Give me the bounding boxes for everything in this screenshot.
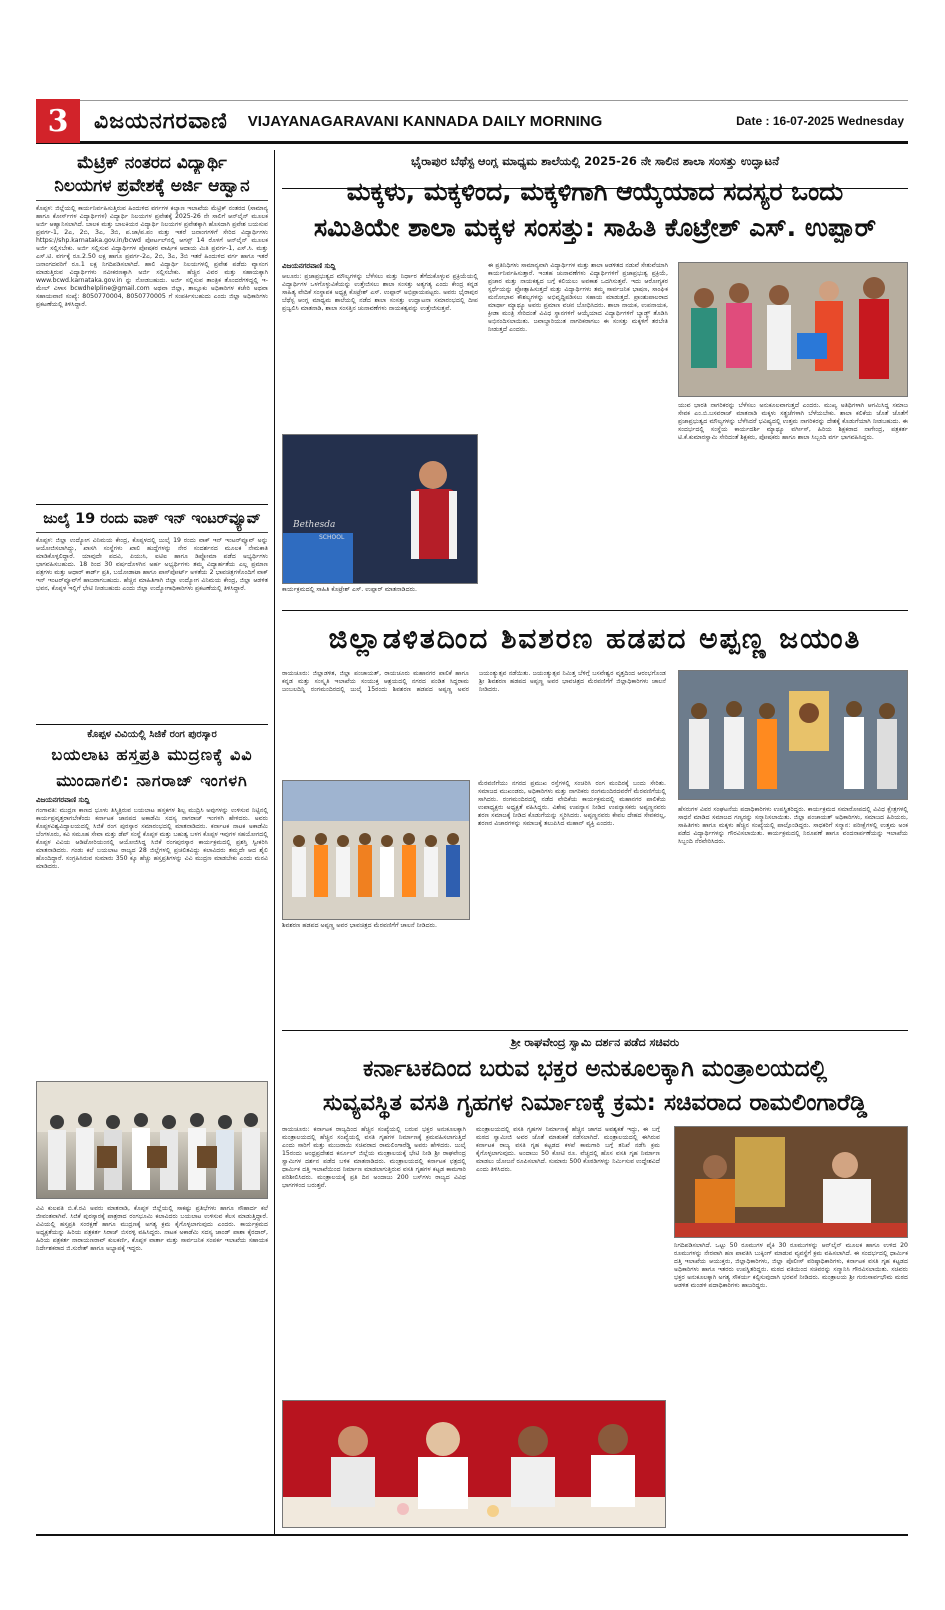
swamiji-blessing-icon bbox=[675, 1127, 908, 1238]
article-mantralaya bbox=[282, 1034, 908, 1532]
bayalata-award-photo bbox=[36, 1081, 268, 1199]
article-bayalata-headline-1: ಬಯಲಾಟ ಹಸ್ತಪ್ರತಿ ಮುದ್ರಣಕ್ಕೆ ವಿವಿ bbox=[51, 745, 253, 764]
article-hostel-headline-1: ಮೆಟ್ರಿಕ್ ನಂತರದ ವಿದ್ಯಾರ್ಥಿ bbox=[77, 153, 227, 173]
article-jayanti-headline: ಜಿಲ್ಲಾಡಳಿತದಿಂದ ಶಿವಶರಣ ಹಡಪದ ಅಪ್ಪಣ್ಣ ಜಯಂತಿ bbox=[328, 622, 862, 655]
minister-meeting-icon bbox=[283, 1401, 666, 1528]
article-mantralaya-kicker: ಶ್ರೀ ರಾಘವೇಂದ್ರ ಸ್ವಾಮಿ ದರ್ಶನ ಪಡೆದ ಸಚಿವರು bbox=[510, 1036, 680, 1049]
article-school-headline-1: ಮಕ್ಕಳು, ಮಕ್ಕಳಿಂದ, ಮಕ್ಕಳಿಗಾಗಿ ಆಯ್ಕೆಯಾದ ಸದಸ್ಯರ ಒಂದು bbox=[346, 177, 844, 206]
stage-portrait-icon bbox=[679, 671, 908, 800]
jayanti-stage-photo bbox=[678, 670, 908, 800]
school-badge-photo bbox=[678, 262, 908, 397]
article-hostel-headline-2: ನಿಲಯಗಳ ಪ್ರವೇಶಕ್ಕೆ ಅರ್ಜಿ ಆಹ್ವಾನ bbox=[36, 174, 268, 201]
svg-text:SCHOOL: SCHOOL bbox=[319, 534, 345, 541]
article-jayanti-body-2: ಮೆರವಣಿಗೆಯು ನಗರದ ಪ್ರಮುಖ ರಸ್ತೆಗಳಲ್ಲಿ ಸಂಚರಿಸಿ ರಂಗ ಮಂದಿರಕ್ಕೆ ಬಂದು ಸೇರಿತು. ಸಮಾಜದ ಮುಖಂಡರು, ಅಧಿಕಾರಿಗಳು ಮತ್ತು ನಾಗರಿಕರು ರಂಗಮಂದಿರದವರೆಗೆ ಮೆರವಣಿಗೆಯಲ್ಲಿ ಸಾಗಿದರು. ರಂಗಮಂದಿರದಲ್ಲಿ ನಡೆದ ವೇದಿಕೆಯ ಕಾರ್ಯಕ್ರಮದಲ್ಲಿ ಮಹಾನಗರ ಪಾಲಿಕೆಯ ಉಪಾಧ್ಯಕ್ಷರು ಅಧ್ಯಕ್ಷತೆ ವಹಿಸಿದ್ದರು. ವಿಶೇಷ ಉಪನ್ಯಾಸ ನೀಡಿದ ಉಪನ್ಯಾಸಕರು ಅಪ್ಪಣ್ಣನವರು ಶರಣ ಸಮಾಜಕ್ಕೆ ನೀಡಿದ ಕೊಡುಗೆಯನ್ನು ಸ್ಮರಿಸಿದರು. ಅಪ್ಪಣ್ಣನವರು ಕೇವಲ ದೇಹದ ಸೇವಕರಲ್ಲ, ಶರಣರ ವಿಚಾರಗಳನ್ನು ಸಮಾಜಕ್ಕೆ ತಲುಪಿಸಿದ ಮಹಾನ್ ವ್ಯಕ್ತಿ ಎಂದರು. bbox=[478, 780, 666, 827]
article-appanna-jayanti bbox=[282, 614, 908, 1028]
article-mantralaya-body-3: ನಿಗದಿಪಡಿಸಲಾಗಿದೆ. ಒಟ್ಟು 50 ರೂಮುಗಳ ಪೈಕಿ 30 ರೂಮುಗಳನ್ನು ಆನ್‌ಲೈನ್ ಮೂಲಕ ಹಾಗೂ ಉಳಿದ 20 ರೂಮುಗಳನ್ನು ನೇರವಾಗಿ ಹಣ ಪಾವತಿಸಿ ಬುಕ್ಕಿಂಗ್ ಮಾಡುವ ವ್ಯವಸ್ಥೆಗೆ ಕ್ರಮ ವಹಿಸಲಾಗಿದೆ. ಈ ಸಂದರ್ಭದಲ್ಲಿ ಧಾರ್ಮಿಕ ದತ್ತಿ ಇಲಾಖೆಯ ಆಯುಕ್ತರು, ಜಿಲ್ಲಾಧಿಕಾರಿಗಳು, ಜಿಲ್ಲಾ ಪೊಲೀಸ್ ವರಿಷ್ಠಾಧಿಕಾರಿಗಳು, ಕರ್ನಾಟಕ ವಸತಿ ಗೃಹ ಕಟ್ಟಡದ ಅಧಿಕಾರಿಗಳು ಹಾಗೂ ಇತರರು ಉಪಸ್ಥಿತರಿದ್ದರು. ಮಠದ ವತಿಯಿಂದ ಸಚಿವರನ್ನು ಸನ್ಮಾನಿಸಿ ಗೌರವಿಸಲಾಯಿತು. ಸಚಿವರು ಭಕ್ತರ ಅನುಕೂಲಕ್ಕಾಗಿ ಅಗತ್ಯ ಸೌಕರ್ಯ ಕಲ್ಪಿಸುವುದಾಗಿ ಭರವಸೆ ನೀಡಿದರು. ಮಂತ್ರಾಲಯ ಶ್ರೀ ಗುರುಸಾರ್ವಭೌಮ ಮಠದ ಆಡಳಿತ ಮಂಡಳಿ ಪದಾಧಿಕಾರಿಗಳು ಹಾಜರಿದ್ದರು. bbox=[674, 1242, 908, 1289]
masthead bbox=[36, 100, 908, 144]
masthead-title-kannada: ವಿಜಯನಗರವಾಣಿ bbox=[94, 108, 228, 134]
article-walk-in-interview bbox=[36, 508, 268, 720]
article-mantralaya-headline-1: ಕರ್ನಾಟಕದಿಂದ ಬರುವ ಭಕ್ತರ ಅನುಕೂಲಕ್ಕಾಗಿ ಮಂತ್ರಾಲಯದಲ್ಲಿ bbox=[362, 1056, 828, 1082]
procession-crowd-icon bbox=[283, 781, 470, 920]
jayanti-procession-photo bbox=[282, 780, 470, 920]
newspaper-page bbox=[36, 0, 908, 1610]
article-jayanti-body-3: ಹೆಸರುಗಳ ವಿವರ ಸಂಘಟನೆಯ ಪದಾಧಿಕಾರಿಗಳು ಉಪಸ್ಥಿತರಿದ್ದರು. ಕಾರ್ಯಕ್ರಮದ ಸಮಾರೋಪದಲ್ಲಿ ವಿವಿಧ ಕ್ಷೇತ್ರಗಳಲ್ಲಿ ಸಾಧನೆ ಮಾಡಿದ ಸಮಾಜದ ಗಣ್ಯರನ್ನು ಸನ್ಮಾನಿಸಲಾಯಿತು. ಜಿಲ್ಲಾ ಪಂಚಾಯತ್ ಅಧಿಕಾರಿಗಳು, ಸಮಾಜದ ಹಿರಿಯರು, ಸಾಹಿತಿಗಳು ಹಾಗೂ ಮಕ್ಕಳು ಹೆಚ್ಚಿನ ಸಂಖ್ಯೆಯಲ್ಲಿ ಪಾಲ್ಗೊಂಡಿದ್ದರು. ಸಾಧಕರಿಗೆ ಸನ್ಮಾನ: ಪರೀಕ್ಷೆಗಳಲ್ಲಿ ಉತ್ತಮ ಅಂಕ ಪಡೆದ ವಿದ್ಯಾರ್ಥಿಗಳನ್ನು ಗೌರವಿಸಲಾಯಿತು. ಕಾರ್ಯಕ್ರಮದಲ್ಲಿ ನಿರೂಪಣೆ ಹಾಗೂ ವಂದನಾರ್ಪಣೆಯನ್ನು ಇಲಾಖೆಯ ಸಿಬ್ಬಂದಿ ನೆರವೇರಿಸಿದರು. bbox=[678, 806, 908, 845]
article-school-parliament bbox=[282, 152, 908, 608]
article-mantralaya-body-2: ಮಂತ್ರಾಲಯದಲ್ಲಿ ವಸತಿ ಗೃಹಗಳ ನಿರ್ಮಾಣಕ್ಕೆ ಹೆಚ್ಚಿನ ಜಾಗದ ಅವಶ್ಯಕತೆ ಇದ್ದು, ಈ ಬಗ್ಗೆ ಮಠದ ಸ್ವಾಮೀಜಿ ಅವರ ಜೊತೆ ಮಾತುಕತೆ ನಡೆಸಲಾಗಿದೆ. ಮಂತ್ರಾಲಯದಲ್ಲಿ ಈಗಿರುವ ಕರ್ನಾಟಕ ರಾಜ್ಯ ವಸತಿ ಗೃಹ ಕಟ್ಟಡದ ಕಳಪೆ ಕಾಮಗಾರಿ ಬಗ್ಗೆ ತನಿಖೆ ನಡೆಸಿ ಕ್ರಮ ಕೈಗೊಳ್ಳಲಾಗುವುದು. ಅಂದಾಜು 50 ಕೋಟಿ ರೂ. ವೆಚ್ಚದಲ್ಲಿ ಹೊಸ ವಸತಿ ಗೃಹ ನಿರ್ಮಾಣ ಮಾಡಲು ಯೋಜನೆ ರೂಪಿಸಲಾಗಿದೆ. ಸುಮಾರು 500 ಕೊಠಡಿಗಳನ್ನು ನಿರ್ಮಿಸುವ ಉದ್ದೇಶವಿದೆ ಎಂದು ತಿಳಿಸಿದರು. bbox=[476, 1126, 660, 1173]
article-mantralaya-body-1: ರಾಯಚೂರು: ಕರ್ನಾಟಕ ರಾಜ್ಯದಿಂದ ಹೆಚ್ಚಿನ ಸಂಖ್ಯೆಯಲ್ಲಿ ಬರುವ ಭಕ್ತರ ಅನುಕೂಲಕ್ಕಾಗಿ ಮಂತ್ರಾಲಯದಲ್ಲಿ ಹೆಚ್ಚಿನ ಸಂಖ್ಯೆಯಲ್ಲಿ ವಸತಿ ಗೃಹಗಳ ನಿರ್ಮಾಣಕ್ಕೆ ಕ್ರಮವಹಿಸಲಾಗುತ್ತಿದೆ ಎಂದು ಸಾರಿಗೆ ಮತ್ತು ಮುಜರಾಯಿ ಸಚಿವರಾದ ರಾಮಲಿಂಗಾರೆಡ್ಡಿ ಅವರು ಹೇಳಿದರು. ಜುಲೈ 15ರಂದು ಆಂಧ್ರಪ್ರದೇಶದ ಕರ್ನೂಲ್ ಜಿಲ್ಲೆಯ ಮಂತ್ರಾಲಯಕ್ಕೆ ಭೇಟಿ ನೀಡಿ ಶ್ರೀ ರಾಘವೇಂದ್ರ ಸ್ವಾಮಿಗಳ ದರ್ಶನ ಪಡೆದ ಬಳಿಕ ಮಾತನಾಡಿದರು. ಮಂತ್ರಾಲಯದಲ್ಲಿ ಕರ್ನಾಟಕ ಛತ್ರದಲ್ಲಿ ಧಾರ್ಮಿಕ ದತ್ತಿ ಇಲಾಖೆಯಿಂದ ನಿರ್ಮಾಣ ಮಾಡಲಾಗುತ್ತಿರುವ ವಸತಿ ಗೃಹಗಳ ಕಟ್ಟಡ ಕಾಮಗಾರಿ ಪರಿಶೀಲಿಸಿದರು. ಮಂತ್ರಾಲಯಕ್ಕೆ ಪ್ರತಿ ದಿನ ಅಂದಾಜು 200 ಬಸ್‌ಗಳು ರಾಜ್ಯದ ವಿವಿಧ ಭಾಗಗಳಿಂದ ಬರುತ್ತವೆ. bbox=[282, 1126, 466, 1189]
article-bayalata-headline-2: ಮುಂದಾಗಲಿ: ನಾಗರಾಜ್ ಇಂಗಳಗಿ bbox=[56, 771, 248, 790]
page-number: 3 bbox=[36, 99, 80, 143]
article-jayanti-body-1: ರಾಯಚೂರು: ಜಿಲ್ಲಾಡಳಿತ, ಜಿಲ್ಲಾ ಪಂಚಾಯತ್, ರಾಯಚೂರು ಮಹಾನಗರ ಪಾಲಿಕೆ ಹಾಗೂ ಕನ್ನಡ ಮತ್ತು ಸಂಸ್ಕೃತಿ ಇಲಾಖೆಯ ಸಂಯುಕ್ತ ಆಶ್ರಯದಲ್ಲಿ ನಗರದ ಪಂಡಿತ ಸಿದ್ಧರಾಮ ಜಂಬಲದಿನ್ನಿ ರಂಗಮಂದಿರದಲ್ಲಿ ಜುಲೈ 15ರಂದು ಶಿವಶರಣ ಹಡಪದ ಅಪ್ಪಣ್ಣ ಅವರ ಜಯಂತ್ಯುತ್ಸವ ನಡೆಯಿತು. ಜಯಂತ್ಯುತ್ಸವ ನಿಮಿತ್ತ ಬೆಳಿಗ್ಗೆ ಬಸವೇಶ್ವರ ವೃತ್ತದಿಂದ ಆರಂಭಗೊಂಡ ಶ್ರೀ ಶಿವಶರಣ ಹಡಪದ ಅಪ್ಪಣ್ಣ ಅವರ ಭಾವಚಿತ್ರದ ಮೆರವಣಿಗೆಗೆ ಜಿಲ್ಲಾಧಿಕಾರಿಗಳು ಚಾಲನೆ ನೀಡಿದರು. bbox=[282, 670, 666, 693]
article-interview-body: ಕೊಪ್ಪಳ: ಜಿಲ್ಲಾ ಉದ್ಯೋಗ ವಿನಿಮಯ ಕೇಂದ್ರ, ಕೊಪ್ಪಳದಲ್ಲಿ ಜುಲೈ 19 ರಂದು ವಾಕ್ ಇನ್ ಇಂಟರ್‌ವ್ಯೂವ್ ಅನ್ನು ಆಯೋಜಿಸಲಾಗಿದ್ದು, ಖಾಸಗಿ ಸಂಸ್ಥೆಗಳು ಖಾಲಿ ಹುದ್ದೆಗಳನ್ನು ನೇರ ಸಂದರ್ಶನದ ಮೂಲಕ ನೇಮಕಾತಿ ಮಾಡಿಕೊಳ್ಳಲಿದ್ದಾರೆ. ಯಾವುದೇ ಪದವಿ, ಪಿಯುಸಿ, ಐಟಿಐ ಹಾಗೂ ಡಿಪ್ಲೋಮಾ ಪಡೆದ ಅಭ್ಯರ್ಥಿಗಳು ಭಾಗವಹಿಸಬಹುದು. 18 ರಿಂದ 30 ವರ್ಷದೊಳಗಿನ ಅರ್ಹ ಅಭ್ಯರ್ಥಿಗಳು ತಮ್ಮ ವಿದ್ಯಾರ್ಹತೆಯ ಎಲ್ಲ ಪ್ರಮಾಣ ಪತ್ರಗಳು ಮತ್ತು ಆಧಾರ್ ಕಾರ್ಡ್ ಪ್ರತಿ, ಬಯೋಡಾಟಾ ಹಾಗೂ ಪಾಸ್‌ಪೋರ್ಟ್ ಅಳತೆಯ 2 ಭಾವಚಿತ್ರಗಳೊಂದಿಗೆ ವಾಕ್ ಇನ್ ಇಂಟರ್‌ವ್ಯೂವ್‌ಗೆ ಹಾಜರಾಗಬಹುದು. ಹೆಚ್ಚಿನ ಮಾಹಿತಿಗಾಗಿ ಜಿಲ್ಲಾ ಉದ್ಯೋಗ ವಿನಿಮಯ ಕೇಂದ್ರ, ಜಿಲ್ಲಾ ಆಡಳಿತ ಭವನ, ಕೊಪ್ಪಳ ಇಲ್ಲಿಗೆ ಭೇಟಿ ನೀಡಬಹುದು ಎಂದು ಜಿಲ್ಲಾ ಉದ್ಯೋಗಾಧಿಕಾರಿಗಳು ಪ್ರಕಟಣೆಯಲ್ಲಿ ತಿಳಿಸಿದ್ದಾರೆ. bbox=[36, 537, 268, 592]
article-hostel-admission bbox=[36, 152, 268, 500]
article-bayalata-kicker: ಕೊಪ್ಪಳ ವಿವಿಯಲ್ಲಿ ಸಿಜಿಕೆ ರಂಗ ಪುರಸ್ಕಾರ bbox=[87, 729, 217, 740]
masthead-date: Date : 16-07-2025 Wednesday bbox=[736, 114, 904, 128]
badge-presentation-icon bbox=[679, 263, 908, 397]
article-school-headline-2: ಸಮಿತಿಯೇ ಶಾಲಾ ಮಕ್ಕಳ ಸಂಸತ್ತು: ಸಾಹಿತಿ ಕೊಟ್ರೇಶ್ ಎಸ್. ಉಪ್ಪಾರ್ bbox=[313, 213, 877, 242]
article-bayalata-byline: ವಿಜಯನಗರವಾಣಿ ಸುದ್ದಿ bbox=[36, 796, 90, 804]
article-school-kicker: ಭೈರಾಪುರ ಬೆಥೆಸ್ಟ ಆಂಗ್ಲ ಮಾಧ್ಯಮ ಶಾಲೆಯಲ್ಲಿ 2025-26 ನೇ ಸಾಲಿನ ಶಾಲಾ ಸಂಸತ್ತು ಉದ್ಘಾಟನೆ bbox=[410, 154, 780, 168]
article-bayalata bbox=[36, 728, 268, 1534]
article-interview-headline: ಜುಲೈ 19 ರಂದು ವಾಕ್ ಇನ್ ಇಂಟರ್‌ವ್ಯೂವ್ bbox=[36, 508, 268, 533]
article-bayalata-body-2: ವಿವಿ ಕುಲಪತಿ ಬಿ.ಕೆ.ರವಿ ಅವರು ಮಾತನಾಡಿ, ಕೊಪ್ಪಳ ಜಿಲ್ಲೆಯಲ್ಲಿ ಸಾಕಷ್ಟು ಪ್ರತಿಭೆಗಳು ಹಾಗೂ ಸೌಹಾರ್ದ ಕಲೆ ಜೀವಂತವಾಗಿವೆ. ಸಿಜಿಕೆ ಪುರಸ್ಕಾರಕ್ಕೆ ಪಾತ್ರರಾದ ರಂಗಭೂಮಿ ಕಲಾವಿದರು ಬಯಲಾಟ ಉಳಿಸುವ ಕೆಲಸ ಮಾಡುತ್ತಿದ್ದಾರೆ. ವಿವಿಯಲ್ಲಿ ಹಸ್ತಪ್ರತಿ ಸಂರಕ್ಷಣೆ ಹಾಗೂ ಮುದ್ರಣಕ್ಕೆ ಅಗತ್ಯ ಕ್ರಮ ಕೈಗೊಳ್ಳಲಾಗುವುದು ಎಂದರು. ಕಾರ್ಯಕ್ರಮದ ಅಧ್ಯಕ್ಷತೆಯನ್ನು ಹಿರಿಯ ಪತ್ರಕರ್ತ ಸಿರಾಜ್ ಬಿಸರಳ್ಳಿ ವಹಿಸಿದ್ದರು. ನಾಟಕ ಅಕಾಡೆಮಿ ಸದಸ್ಯ ಜಾಂಡ್ ಪಾಶಾ ಕೈರದಾರ್, ಹಿರಿಯ ಪತ್ರಕರ್ತ ನಾರಾಯಣರಾವ್ ಕುಲಕರ್ಣಿ, ಕೊಪ್ಪಳ ವಾರ್ತಾ ಮತ್ತು ಸಾರ್ವಜನಿಕ ಸಂಪರ್ಕ ಇಲಾಖೆಯ ಸಹಾಯಕ ನಿರ್ದೇಶಕರಾದ ಜಿ.ಸುರೇಶ್ ಹಾಗೂ ಅಭ್ಯಾಪಕ್ಕೆ ಇದ್ದರು. bbox=[36, 1205, 268, 1252]
mantralaya-swamiji-photo bbox=[674, 1126, 908, 1238]
school-speaker-photo bbox=[282, 434, 478, 584]
school-speaker-caption: ಕಾರ್ಯಕ್ರಮದಲ್ಲಿ ಸಾಹಿತಿ ಕೊಟ್ರೇಶ್ ಎಸ್. ಉಪ್ಪಾರ್ ಮಾತನಾಡಿದರು. bbox=[282, 586, 417, 593]
article-hostel-body: ಕೊಪ್ಪಳ: ಜಿಲ್ಲೆಯಲ್ಲಿ ಕಾರ್ಯನಿರ್ವಹಿಸುತ್ತಿರುವ ಹಿಂದುಳಿದ ವರ್ಗಗಳ ಕಲ್ಯಾಣ ಇಲಾಖೆಯ ಮೆಟ್ರಿಕ್ ನಂತರದ (ಸಾಮಾನ್ಯ ಹಾಗೂ ಕೋರ್ಸ್‌ಗಳ ವಿದ್ಯಾರ್ಥಿಗಳ) ವಿದ್ಯಾರ್ಥಿ ನಿಲಯಗಳ ಪ್ರವೇಶಕ್ಕೆ 2025-26 ನೇ ಸಾಲಿಗೆ ಆನ್‌ಲೈನ್ ಮೂಲಕ ಅರ್ಜಿ ಆಹ್ವಾನಿಸಲಾಗಿದೆ. ಬಾಲಕ ಮತ್ತು ಬಾಲಕಿಯರ ವಿದ್ಯಾರ್ಥಿ ನಿಲಯಗಳ ಪ್ರವೇಶಕ್ಕಾಗಿ ಹೊಸದಾಗಿ ಪ್ರವೇಶ ಬಯಸುವ ಪ್ರವರ್ಗ-1, 2ಎ, 2ಬಿ, 3ಎ, 3ಬಿ, ಪ.ಜಾ/ಪ.ಪಂ ಮತ್ತು ಇತರೆ ಜನಾಂಗಗಳಿಗೆ ಸೇರಿದ ವಿದ್ಯಾರ್ಥಿಗಳು https://shp.karnataka.gov.in/bcwd ಪೋರ್ಟಲ್‌ನಲ್ಲಿ ಆಗಸ್ಟ್ 14 ರೊಳಗೆ ಆನ್‌ಲೈನ್ ಮೂಲಕ ಅರ್ಜಿ ಸಲ್ಲಿಸಬೇಕು. ಅರ್ಜಿ ಸಲ್ಲಿಸುವ ವಿದ್ಯಾರ್ಥಿಗಳ ಪೋಷಕರ ವಾರ್ಷಿಕ ಆದಾಯ ಮಿತಿ ಪ್ರವರ್ಗ-1, ಎಸ್.ಸಿ. ಮತ್ತು ಎಸ್.ಟಿ. ವರ್ಗಕ್ಕೆ ರೂ.2.50 ಲಕ್ಷ ಹಾಗೂ ಪ್ರವರ್ಗ-2ಎ, 2ಬಿ, 3ಎ, 3ಬಿ ಇತರೆ ಹಿಂದುಳಿದ ವರ್ಗ ಹಾಗೂ ಇತರೆ ಜನಾಂಗದವರಿಗೆ ರೂ.1 ಲಕ್ಷ ನಿಗದಿಪಡಿಸಲಾಗಿದೆ. ಹಾಲಿ ವಿದ್ಯಾರ್ಥಿ ನಿಲಯಗಳಲ್ಲಿ ಪ್ರವೇಶ ಪಡೆದು ವ್ಯಾಸಂಗ ಮಾಡುತ್ತಿರುವ ವಿದ್ಯಾರ್ಥಿಗಳು ನವೀಕರಣಕ್ಕಾಗಿ ಅರ್ಜಿ ಸಲ್ಲಿಸಬೇಕು. ಹೆಚ್ಚಿನ ವಿವರ ಮತ್ತು ಸಹಾಯಕ್ಕಾಗಿ www.bcwd.karnataka.gov.in ನ್ನು ನೋಡಬಹುದು. ಅರ್ಜಿ ಸಲ್ಲಿಸುವ ತಾಂತ್ರಿಕ ತೊಂದರೆಗಳಿದ್ದಲ್ಲಿ ಇ-ಮೇಲ್ ವಿಳಾಸ bcwdhelpline@gmail.com ಅಥವಾ ಜಿಲ್ಲಾ, ತಾಲ್ಲೂಕು ಅಧಿಕಾರಿಗಳ ಕಚೇರಿ ಅಥವಾ ಸಹಾಯವಾಣಿ ಸಂಖ್ಯೆ: 8050770004, 8050770005 ಗೆ ಸಂಪರ್ಕಿಸಬಹುದು ಎಂದು ಜಿಲ್ಲಾ ಅಧಿಕಾರಿಗಳು ಪ್ರಕಟಣೆಯಲ್ಲಿ ತಿಳಿಸಿದ್ದಾರೆ. bbox=[36, 205, 268, 308]
award-group-photo-icon bbox=[37, 1082, 268, 1199]
masthead-title-english: VIJAYANAGARAVANI KANNADA DAILY MORNING bbox=[247, 112, 603, 130]
jayanti-procession-caption: ಶಿವಶರಣ ಹಡಪದ ಅಪ್ಪಣ್ಣ ಅವರ ಭಾವಚಿತ್ರದ ಮೆರವಣಿಗೆಗೆ ಚಾಲನೆ ನೀಡಿದರು. bbox=[282, 922, 437, 929]
article-bayalata-body-1: ಗಂಗಾವತಿ: ಮುದ್ರಣ ಕಾಣದ ಭೂಳು ತಿಸ್ಮಿತ್ರಿರುವ ಬಯಲಾಟ ಹಸ್ತಕಗಳ ಶಿಲ್ಪ ಮುದ್ರಿಸಿ ಅವುಗಳನ್ನು ಉಳಿಸುವ ನಿಟ್ಟಿನಲ್ಲಿ ಕಾರ್ಯಪ್ರವೃತ್ತರಾಗಬೇಕೆಂದು ಕರ್ನಾಟಕ ಜಾನಪದ ಅಕಾಡೆಮಿ ಸದಸ್ಯ ನಾಗರಾಜ್ ಇಂಗಳಗಿ ಹೇಳಿದರು. ಅವರು ಕೊಪ್ಪಳವಿಶ್ವವಿದ್ಯಾಲಯದಲ್ಲಿ ಸಿಜಿಕೆ ರಂಗ ಪುರಸ್ಕಾರ ಸಮಾರಂಭದಲ್ಲಿ ಮಾತನಾಡಿದರು. ಕರ್ನಾಟಕ ನಾಟಕ ಅಕಾಡೆಮಿ ಬೆಂಗಳೂರು, ಕವಿ ಸಮೂಹ ಸೇವಾ ಮತ್ತು ಡೆಪ್ ಸಂಸ್ಥೆ ಕೊಪ್ಪಳ ಮತ್ತು ಬಹುತ್ವ ಬಳಗ ಕೊಪ್ಪಳ ಇವುಗಳ ಸಹಯೋಗದಲ್ಲಿ ಕೊಪ್ಪಳ ವಿವಿಯ ಆಡಿಟೋರಿಯಂನಲ್ಲಿ ಆಯೋಜಿಸಿದ್ದ ಸಿಜಿಕೆ ರಂಗಪುರಸ್ಕಾರ ಕಾರ್ಯಕ್ರಮದಲ್ಲಿ ಪ್ರಶಸ್ತಿ ಸ್ವೀಕರಿಸಿ ಮಾತನಾಡಿದರು. ಗಂಡು ಕಲೆ ಬಯಲಾಟ ರಾಜ್ಯದ 28 ಜಿಲ್ಲೆಗಳಲ್ಲಿ ಪ್ರಚಲಿತವಿದ್ದು ಕಲಾವಿದರು ತಮ್ಮದೇ ಆದ ಶೈಲಿ ಹೊಂದಿದ್ದಾರೆ. ಸಂಗ್ರಹಿಸಿರುವ ಸುಮಾರು 350 ಕ್ಕೂ ಹೆಚ್ಚು ಹಸ್ತಪ್ರತಿಗಳನ್ನು ವಿವಿ ಮುದ್ರಣ ಮಾಡಬೇಕು ಎಂದು ಮನವಿ ಮಾಡಿದರು. bbox=[36, 807, 268, 870]
article-school-body-3: ಯುವ ಭಾರತಿ ನಾಗರಿಕರನ್ನು ಬೆಳೆಸಲು ಅನುಕೂಲವಾಗುತ್ತದೆ ಎಂದರು. ಮುಖ್ಯ ಅತಿಥಿಗಳಾಗಿ ಆಗಮಿಸಿದ್ದ ಸಮಾಜ ಸೇವಕ ಎಂ.ಬಿ.ಬಸವರಾಜ್ ಮಾತನಾಡಿ ಮಕ್ಕಳು ಸತ್ಪ್ರಜೆಗಳಾಗಿ ಬೆಳೆಯಬೇಕು. ಶಾಲಾ ಕಲಿಕೆಯ ಜೊತೆ ಜೊತೆಗೆ ಪ್ರಜಾಪ್ರಭುತ್ವದ ಮೌಲ್ಯಗಳನ್ನು ಬೆಳೆಸಿದರೆ ಭವಿಷ್ಯದಲ್ಲಿ ಉತ್ತಮ ನಾಗರಿಕರನ್ನು ದೇಶಕ್ಕೆ ಕೊಡುಗೆಯಾಗಿ ನೀಡಬಹುದು. ಈ ಸಂದರ್ಭದಲ್ಲಿ ಸಂಸ್ಥೆಯ ಕಾರ್ಯದರ್ಶಿ ಮ್ಯಾಥ್ಯೂ ವರ್ಗೀಸ್, ಹಿರಿಯ ಶಿಕ್ಷಕರಾದ ನಾಗೇಂದ್ರ, ಪತ್ರಕರ್ತ ಟಿ.ಕೆ.ಕುಮಾರಸ್ವಾಮಿ ಸೇರಿದಂತೆ ಶಿಕ್ಷಕರು, ಪೋಷಕರು ಹಾಗೂ ಶಾಲಾ ಸಿಬ್ಬಂದಿ ವರ್ಗ ಭಾಗವಹಿಸಿದ್ದರು. bbox=[678, 402, 908, 441]
speaker-at-podium-icon bbox=[283, 435, 478, 584]
article-school-body-1: ಆಲೂರು: ಪ್ರಜಾಪ್ರಭುತ್ವದ ಮೌಲ್ಯಗಳನ್ನು ಬೆಳೆಸಲು ಮತ್ತು ನಿರ್ಧಾರ ತೆಗೆದುಕೊಳ್ಳುವ ಪ್ರಕ್ರಿಯೆಯಲ್ಲಿ ವಿದ್ಯಾರ್ಥಿಗಳ ಒಳಗೊಳ್ಳುವಿಕೆಯನ್ನು ಉತ್ತೇಜಿಸಲು ಶಾಲಾ ಸಂಸತ್ತು ಅತ್ಯಗತ್ಯ ಎಂದು ಕೇಂದ್ರ ಕನ್ನಡ ಸಾಹಿತ್ಯ ವೇದಿಕೆ ಸಂಸ್ಥಾಪಕ ಅಧ್ಯಕ್ಷ ಕೊಟ್ರೇಶ್ ಎಸ್. ಉಪ್ಪಾರ್ ಅಭಿಪ್ರಾಯಪಟ್ಟರು. ಅವರು ಭೈರಾಪುರ ಬೆಥೆಸ್ಟ ಆಂಗ್ಲ ಮಾಧ್ಯಮ ಶಾಲೆಯಲ್ಲಿ ನಡೆದ ಶಾಲಾ ಸಂಸತ್ತು ಉದ್ಘಾಟನಾ ಸಮಾರಂಭದಲ್ಲಿ ದೀಪ ಪ್ರಜ್ವಲಿಸಿ ಮಾತನಾಡಿ, ಶಾಲಾ ಸಂಸತ್ತಿನ ಚುನಾವಣೆಗಳು ನಾಯಕತ್ವವನ್ನು ಉತ್ತೇಜಿಸುತ್ತವೆ. bbox=[282, 273, 478, 312]
article-mantralaya-headline-2: ಸುವ್ಯವಸ್ಥಿತ ವಸತಿ ಗೃಹಗಳ ನಿರ್ಮಾಣಕ್ಕೆ ಕ್ರಮ: ಸಚಿವರಾದ ರಾಮಲಿಂಗಾರೆಡ್ಡಿ bbox=[322, 1090, 868, 1116]
mantralaya-minister-photo bbox=[282, 1400, 666, 1528]
article-school-byline: ವಿಜಯನಗರವಾಣಿ ಸುದ್ದಿ bbox=[282, 262, 336, 270]
svg-text:Bethesda: Bethesda bbox=[293, 520, 336, 530]
article-school-body-2: ಈ ಪ್ರತಿನಿಧಿಗಳು ಸಾಮಾನ್ಯವಾಗಿ ವಿದ್ಯಾರ್ಥಿಗಳ ಮತ್ತು ಶಾಲಾ ಆಡಳಿತದ ನಡುವೆ ಸೇತುವೆಯಾಗಿ ಕಾರ್ಯನಿರ್ವಹಿಸುತ್ತಾರೆ. ಇಂತಹ ಚುನಾವಣೆಗಳು ವಿದ್ಯಾರ್ಥಿಗಳಿಗೆ ಪ್ರಜಾಪ್ರಭುತ್ವ ಪ್ರಕ್ರಿಯೆ, ಪ್ರಚಾರ ಮತ್ತು ನಾಯಕತ್ವದ ಬಗ್ಗೆ ಕಲಿಯಲು ಅವಕಾಶ ಒದಗಿಸುತ್ತವೆ. ಇದು ಆರೋಗ್ಯಕರ ಸ್ಪರ್ಧೆಯನ್ನು ಪ್ರೋತ್ಸಾಹಿಸುತ್ತದೆ ಮತ್ತು ವಿದ್ಯಾರ್ಥಿಗಳು ತಮ್ಮ ಸಾರ್ವಜನಿಕ ಭಾಷಣ, ಸಾಂಘಿಕ ಮನೋಭಾವ ಕೌಶಲ್ಯಗಳನ್ನು ಅಭಿವೃದ್ಧಿಪಡಿಸಲು ಸಹಾಯ ಮಾಡುತ್ತದೆ. ಪ್ರಾಂಶುಪಾಲರಾದ ಮಾರ್ಥಾ ಮ್ಯಾಥ್ಯೂ ಅವರು ಪ್ರಮಾಣ ವಚನ ಬೋಧಿಸಿದರು. ಶಾಲಾ ನಾಯಕ, ಉಪನಾಯಕ, ಕ್ರೀಡಾ ಮಂತ್ರಿ ಸೇರಿದಂತೆ ವಿವಿಧ ಸ್ಥಾನಗಳಿಗೆ ಆಯ್ಕೆಯಾದ ವಿದ್ಯಾರ್ಥಿಗಳಿಗೆ ಬ್ಯಾಡ್ಜ್ ತೊಡಿಸಿ ಅಭಿನಂದಿಸಲಾಯಿತು. ಜವಾಬ್ದಾರಿಯುತ ನಾಗರಿಕರಾಗಲು ಈ ಸಂಸತ್ತು ಮಕ್ಕಳಿಗೆ ತರಬೇತಿ ನೀಡುತ್ತದೆ ಎಂದರು. bbox=[488, 262, 668, 333]
